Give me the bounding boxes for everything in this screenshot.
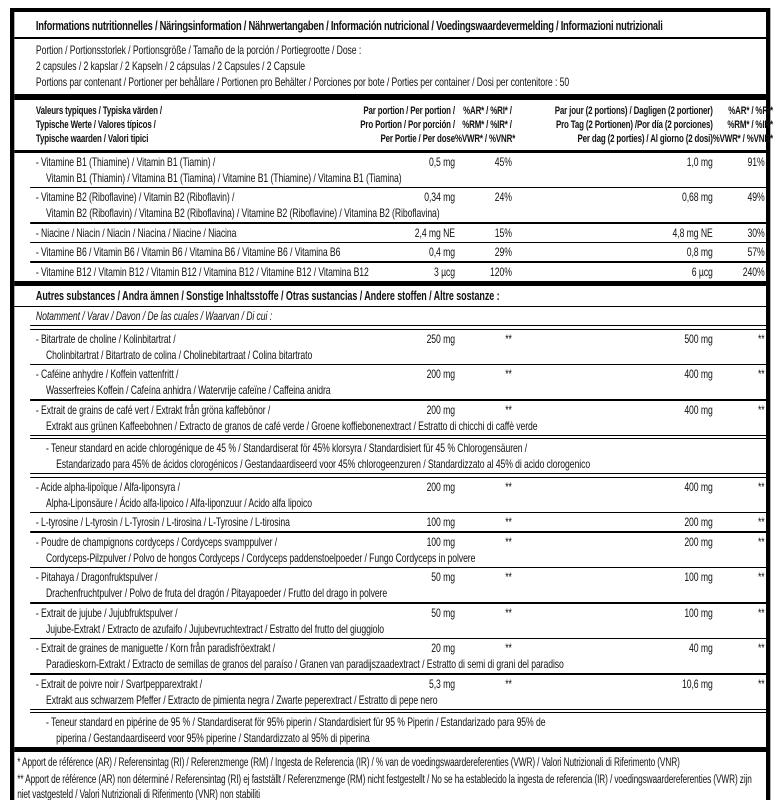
substance-name-line: - Teneur standard en acide chlorogénique de 45 % / Standardiserat för 45% klorsyra / Standardisiert für 45 % Chlorogensäuren / bbox=[46, 441, 528, 455]
per-portion-pct: ** bbox=[505, 534, 512, 549]
header-line: %AR* / %RI* / bbox=[463, 104, 512, 117]
per-day-pct: 49% bbox=[747, 190, 765, 204]
substance-name-line: - Bitartrate de choline / Kolinbitartrat / bbox=[35, 331, 176, 346]
substance-name-line: Drachenfruchtpulver / Polvo de fruta del dragón / Pitayapoeder / Frutto del drago in polvere bbox=[46, 586, 388, 600]
per-portion-value: 0,5 mg bbox=[428, 154, 455, 169]
substance-name-line: - Poudre de champignons cordyceps / Cordyceps svamppulver / bbox=[35, 534, 278, 549]
header-line: Par jour (2 portions) / Dagligen (2 portioner) bbox=[554, 104, 713, 117]
header-line: Pro Portion / Por porción / bbox=[360, 118, 455, 131]
standardization-note-row bbox=[14, 713, 766, 747]
substance-name-line: - Vitamine B2 (Riboflavine) / Vitamin B2 (Riboflavin) / bbox=[35, 190, 235, 204]
header-line: Typische Werte / Valores típicos / bbox=[35, 118, 156, 131]
per-day-pct: ** bbox=[757, 402, 765, 417]
standardization-note-row bbox=[14, 439, 766, 473]
col-header-per-day bbox=[512, 104, 713, 146]
header-line: Typische waarden / Valori tipici bbox=[35, 132, 149, 145]
per-portion-value: 50 mg bbox=[431, 605, 455, 620]
substance-name-line: - Teneur standard en pipérine de 95 % / Standardiserat för 95% piperin / Standardisiert für 95 % Piperin / Estandarizado para 95% de bbox=[46, 715, 546, 729]
per-portion-value: 20 mg bbox=[431, 641, 455, 655]
table-row bbox=[14, 675, 766, 709]
per-day-value: 200 mg bbox=[684, 534, 713, 549]
per-day-value: 1,0 mg bbox=[686, 154, 713, 169]
per-portion-value: 100 mg bbox=[426, 534, 455, 549]
substance-name-line: - Extrait de poivre noir / Svartpepparextrakt / bbox=[35, 676, 203, 691]
per-day-pct: ** bbox=[757, 367, 765, 381]
table-row bbox=[14, 365, 766, 399]
per-portion-value: 200 mg bbox=[426, 367, 455, 381]
substance-name bbox=[14, 225, 766, 241]
per-portion-pct: ** bbox=[505, 605, 512, 620]
substance-name bbox=[14, 676, 766, 708]
per-portion-value: 0,34 mg bbox=[424, 190, 455, 204]
per-day-value: 400 mg bbox=[684, 402, 713, 417]
table-row bbox=[14, 604, 766, 638]
per-portion-value: 50 mg bbox=[431, 570, 455, 584]
nutrition-table bbox=[10, 8, 773, 800]
per-portion-pct: ** bbox=[505, 515, 512, 529]
substance-name-line: - Caféine anhydre / Koffein vattenfritt / bbox=[35, 367, 179, 381]
substance-name-line: Cholinbitartrat / Bitartrato de colina / Cholinebitartraat / Colina bitartrato bbox=[46, 347, 313, 362]
substance-name bbox=[14, 440, 766, 472]
column-headers bbox=[14, 100, 773, 150]
per-day-pct: 91% bbox=[747, 154, 765, 169]
substance-name-line: Extrakt aus schwarzem Pfeffer / Extracto de pimienta negra / Zwarte peperextract / Estratto di pepe nero bbox=[46, 692, 438, 707]
col-header-pct-ri-per-portion bbox=[454, 104, 516, 146]
per-portion-pct: 15% bbox=[494, 225, 512, 240]
substance-name bbox=[14, 605, 766, 637]
per-day-pct: ** bbox=[757, 331, 765, 346]
substance-name-line: Cordyceps-Pilzpulver / Polvo de hongos Cordyceps / Cordyceps paddenstoelpoeder / Fungo Cordyceps in polvere bbox=[46, 550, 476, 565]
substance-name bbox=[14, 366, 766, 398]
per-portion-value: 3 µcg bbox=[434, 264, 455, 279]
header-line: %AR* / %RI* bbox=[728, 104, 773, 117]
per-day-value: 0,68 mg bbox=[681, 190, 713, 204]
substance-name-line: - Extrait de jujube / Jujubfruktspulver / bbox=[35, 605, 178, 620]
substance-name bbox=[14, 534, 766, 566]
substance-name bbox=[14, 331, 766, 363]
header-line: Per dag (2 porties) / Al giorno (2 dosi) bbox=[577, 132, 713, 145]
substance-name-line: - Extrait de graines de maniguette / Korn från paradisfröextrakt / bbox=[35, 641, 276, 655]
col-header-per-portion bbox=[317, 104, 455, 146]
substance-name-line: - L-tyrosine / L-tyrosin / L-Tyrosin / L-tirosina / L-Tyrosine / L-tirosina bbox=[35, 515, 290, 529]
substance-name-line: Vitamin B2 (Riboflavin) / Vitamina B2 (Riboflavina) / Vitamine B2 (Riboflavine) / Vitamina B2 (Riboflavina) bbox=[46, 206, 440, 220]
per-day-value: 100 mg bbox=[684, 605, 713, 620]
per-portion-value: 200 mg bbox=[426, 479, 455, 494]
per-portion-pct: ** bbox=[505, 402, 512, 417]
per-day-value: 400 mg bbox=[684, 367, 713, 381]
header-line: Par portion / Per portion / bbox=[363, 104, 455, 117]
per-portion-pct: 29% bbox=[494, 245, 512, 259]
substance-name-line: Vitamin B1 (Thiamin) / Vitamina B1 (Tiamina) / Vitamine B1 (Thiamine) / Vitamina B1 (Tiamina) bbox=[46, 170, 402, 185]
per-portion-pct: 24% bbox=[494, 190, 512, 204]
per-portion-pct: ** bbox=[505, 641, 512, 655]
per-day-pct: 30% bbox=[747, 225, 765, 240]
substance-name-line: Wasserfreies Koffein / Cafeína anhidra / Watervrije cafeïne / Caffeina anidra bbox=[46, 383, 331, 397]
per-day-pct: ** bbox=[757, 479, 765, 494]
col-header-pct-ri-per-day bbox=[713, 104, 775, 146]
per-portion-value: 5,3 mg bbox=[428, 676, 455, 691]
per-day-pct: 240% bbox=[742, 264, 765, 279]
per-day-value: 500 mg bbox=[684, 331, 713, 346]
per-portion-pct: ** bbox=[505, 676, 512, 691]
per-portion-value: 100 mg bbox=[426, 515, 455, 529]
substance-name-line: Estandarizado para 45% de ácidos clorogénicos / Gestandaardiseerd voor 45% chlorogeenzuren / Standardizzato al 45% di acido clorogenico bbox=[56, 457, 591, 471]
per-day-pct: ** bbox=[757, 641, 765, 655]
substance-name-line: Alpha-Liponsäure / Ácido alfa-lipoico / Alfa-liponzuur / Acido alfa lipoico bbox=[46, 495, 312, 510]
substance-name-line: Extrakt aus grünen Kaffeebohnen / Extracto de granos de café verde / Groene koffiebonenextract / Estratto di chicchi di caffè verde bbox=[46, 418, 538, 433]
substance-name-line: piperina / Gestandaardiseerd voor 95% piperine / Standardizzato al 95% di piperina bbox=[56, 731, 370, 745]
col-header-typical-values bbox=[14, 104, 316, 146]
per-day-value: 200 mg bbox=[684, 515, 713, 529]
per-day-pct: ** bbox=[757, 676, 765, 691]
per-day-value: 10,6 mg bbox=[681, 676, 713, 691]
per-portion-pct: 120% bbox=[490, 264, 512, 279]
servings-per-container: Portions par contenant / Portioner per behållare / Portionen pro Behälter / Porciones por bote / Porties per container / Dosi per contenitore : 50 bbox=[35, 74, 570, 89]
header-line: Valeurs typiques / Typiska värden / bbox=[35, 104, 162, 117]
per-day-value: 400 mg bbox=[684, 479, 713, 494]
serving-size-label: Portion / Portionsstorlek / Portionsgröße / Tamaño de la porción / Portiegrootte / Dose : bbox=[35, 42, 362, 57]
table-row bbox=[14, 330, 766, 364]
substance-name-line: - Vitamine B12 / Vitamin B12 / Vitamin B12 / Vitamina B12 / Vitamine B12 / Vitamina B12 bbox=[35, 264, 369, 279]
table-row bbox=[14, 224, 766, 242]
per-day-pct: 57% bbox=[747, 245, 765, 259]
substance-name bbox=[14, 479, 766, 511]
per-day-value: 100 mg bbox=[684, 570, 713, 584]
substance-name-line: Jujube-Extrakt / Extracto de azufaifo / Jujubevruchtextract / Estratto del frutto del giuggiolo bbox=[46, 621, 384, 636]
other-substances-subtitle: Notamment / Varav / Davon / De las cuales / Waarvan / Di cui : bbox=[35, 309, 273, 323]
per-portion-pct: 45% bbox=[494, 154, 512, 169]
per-day-value: 6 µcg bbox=[691, 264, 713, 279]
substance-name-line: Paradieskorn-Extrakt / Extracto de semillas de granos del paraíso / Granen van paradijszaadextract / Estratto di semi di grani del paradiso bbox=[46, 657, 564, 671]
header-line: Per Portie / Per dose bbox=[380, 132, 455, 145]
per-day-pct: ** bbox=[757, 515, 765, 529]
per-portion-pct: ** bbox=[505, 570, 512, 584]
substance-name bbox=[14, 154, 766, 186]
table-row bbox=[14, 639, 766, 673]
table-row bbox=[14, 568, 766, 602]
per-day-pct: ** bbox=[757, 534, 765, 549]
table-title: Informations nutritionnelles / Näringsinformation / Nährwertangaben / Información nutricional / Voedingswaardevermelding / Informazioni nutrizionali bbox=[35, 18, 663, 33]
per-day-value: 0,8 mg bbox=[686, 245, 713, 259]
substance-name-line: - Acide alpha-lipoïque / Alfa-liponsyra / bbox=[35, 479, 180, 494]
header-line: %VWR* / %VNR* bbox=[454, 132, 516, 145]
per-day-value: 40 mg bbox=[689, 641, 713, 655]
per-portion-pct: ** bbox=[505, 367, 512, 381]
footnotes bbox=[14, 752, 766, 800]
table-row bbox=[14, 243, 766, 261]
footnote-reference-intake: * Apport de référence (AR) / Referensintag (RI) / Referenzmenge (RM) / Ingesta de Referencia (IR) / % van de voedingswaardereferenties (VWR) / Valori Nutrizionali di Riferimento (VNR) bbox=[17, 757, 680, 769]
header-line: %RM* / %IR* bbox=[727, 118, 773, 131]
substance-name-line: - Extrait de grains de café vert / Extrakt från gröna kaffebönor / bbox=[35, 402, 271, 417]
header-line: %RM* / %IR* / bbox=[462, 118, 512, 131]
table-row bbox=[14, 188, 766, 222]
substance-name bbox=[14, 402, 766, 434]
header-line: %VWR* / %VNR* bbox=[712, 132, 773, 145]
serving-info bbox=[14, 39, 766, 94]
table-row bbox=[14, 533, 766, 567]
substance-name bbox=[14, 264, 766, 280]
per-portion-pct: ** bbox=[505, 479, 512, 494]
table-row bbox=[14, 513, 766, 531]
substance-name bbox=[14, 714, 766, 746]
substance-name bbox=[14, 569, 766, 601]
table-row bbox=[14, 401, 766, 435]
other-substances-section bbox=[14, 330, 766, 748]
per-portion-value: 200 mg bbox=[426, 402, 455, 417]
substance-name bbox=[14, 244, 766, 260]
vitamins-section bbox=[14, 153, 766, 281]
substance-name-line: - Vitamine B1 (Thiamine) / Vitamin B1 (Tiamin) / bbox=[35, 154, 216, 169]
per-day-pct: ** bbox=[757, 605, 765, 620]
substance-name bbox=[14, 189, 766, 221]
table-row bbox=[14, 263, 766, 281]
substance-name bbox=[14, 640, 766, 672]
footnote-ri-not-established: ** Apport de référence (AR) non déterminé / Referensintag (RI) ej fastställt / Referenzmenge (RM) nicht festgestellt / No se ha establecido la ingesta de referencia (IR) / voedingswaardereferenties (VWR) zijn niet vastgesteld / Valori Nutrizionali di Riferimento (VNR) non stabiliti bbox=[17, 773, 752, 800]
nutrition-label bbox=[10, 8, 773, 800]
per-portion-value: 2,4 mg NE bbox=[414, 225, 455, 240]
per-portion-pct: ** bbox=[505, 331, 512, 346]
per-portion-value: 0,4 mg bbox=[428, 245, 455, 259]
header-line: Pro Tag (2 Portionen) /Por día (2 porciones) bbox=[555, 118, 713, 131]
substance-name bbox=[14, 514, 766, 530]
substance-name-line: - Vitamine B6 / Vitamin B6 / Vitamin B6 / Vitamina B6 / Vitamine B6 / Vitamina B6 bbox=[35, 245, 341, 259]
per-day-value: 4,8 mg NE bbox=[672, 225, 713, 240]
substance-name-line: - Niacine / Niacin / Niacin / Niacina / Niacine / Niacina bbox=[35, 225, 237, 240]
other-substances-title: Autres substances / Andra ämnen / Sonstige Inhaltsstoffe / Otras sustancias / Andere stoffen / Altre sostanze : bbox=[35, 288, 500, 303]
per-portion-value: 250 mg bbox=[426, 331, 455, 346]
serving-size-value: 2 capsules / 2 kapslar / 2 Kapseln / 2 cápsulas / 2 Capsules / 2 Capsule bbox=[35, 58, 305, 73]
per-day-pct: ** bbox=[757, 570, 765, 584]
table-row bbox=[14, 153, 766, 187]
table-row bbox=[14, 478, 766, 512]
substance-name-line: - Pitahaya / Dragonfruktspulver / bbox=[35, 570, 158, 584]
